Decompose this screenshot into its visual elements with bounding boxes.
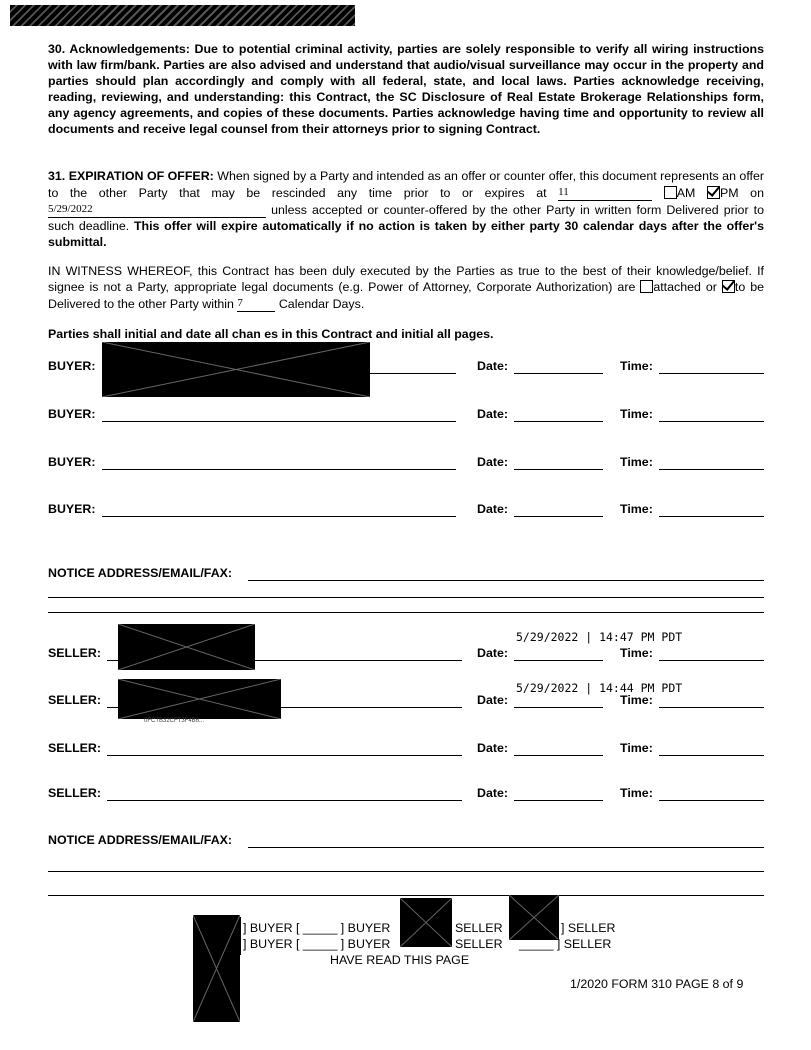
- seller-signature-line[interactable]: [107, 755, 462, 756]
- footer-seller-initials-1: ] SELLER: [561, 921, 616, 935]
- time-line[interactable]: [659, 755, 764, 756]
- seller-docusign-stamp: 5/29/2022 | 14:47 PM PDT: [516, 630, 683, 644]
- section-31-text-b: unless accepted or counter-offered by the other Party in written form Delivered prior to such deadline.: [48, 203, 764, 233]
- footer-read-notice: HAVE READ THIS PAGE: [330, 953, 470, 967]
- seller-label: SELLER:: [48, 693, 102, 707]
- seller-label: SELLER:: [48, 786, 102, 800]
- days-label: Calendar Days.: [278, 297, 365, 311]
- witness-paragraph: [48, 263, 764, 312]
- header-redaction: [10, 5, 355, 26]
- seller-label: SELLER:: [48, 741, 102, 755]
- time-label: Time:: [620, 693, 653, 707]
- form-page-number: 1/2020 FORM 310 PAGE 8 of 9: [570, 977, 744, 991]
- section-31-text-bold: This offer will expire automatically if no action is taken by either party 30 calendar days after the offer's submittal.: [48, 219, 764, 249]
- buyer-signature-line[interactable]: [102, 421, 456, 422]
- footer-seller-label-1: SELLER: [455, 921, 503, 935]
- seller-label: SELLER:: [48, 646, 102, 660]
- attached-checkbox[interactable]: [640, 280, 653, 293]
- date-label: Date:: [477, 359, 508, 373]
- initials-redaction-3: [509, 895, 559, 940]
- date-line[interactable]: [514, 707, 603, 708]
- footer-seller-initials-2: _____ ] SELLER: [519, 937, 612, 951]
- seller-notice-label: NOTICE ADDRESS/EMAIL/FAX:: [48, 833, 233, 847]
- attached-label: attached or: [653, 280, 717, 294]
- section-31-expiration: [48, 168, 764, 250]
- seller-envelope-id: 0FCTB32CFT3F4B6...: [144, 718, 205, 724]
- date-line[interactable]: [514, 516, 603, 517]
- initial-note: Parties shall initial and date all chan es in this Contract and initial all pages.: [48, 327, 494, 341]
- footer-seller-label-2: SELLER: [455, 937, 503, 951]
- time-label: Time:: [620, 646, 653, 660]
- seller-signature-redaction: [118, 624, 255, 670]
- buyer-notice-label: NOTICE ADDRESS/EMAIL/FAX:: [48, 566, 233, 580]
- section-30-acknowledgements: 30. Acknowledgements: Due to potential criminal activity, parties are solely responsible to verify all wiring instructions with law firm/bank. Parties are also advised and understand that audio/visual surveillance may occur in the property and parties should plan accordingly and comply with all federal, state, and local laws. Parties acknowledge receiving, reading, reviewing, and understanding: this Contract, the SC Disclosure of Real Estate Brokerage Relationships form, any agency agreements, and copies of these documents. Parties acknowledge having time and opportunity to review all documents and receive legal counsel from their attorneys prior to signing Contract.: [48, 42, 764, 136]
- time-line[interactable]: [659, 469, 764, 470]
- buyer-notice-line-2[interactable]: [48, 597, 764, 598]
- section-31-heading: 31. EXPIRATION OF OFFER:: [48, 169, 214, 183]
- buyer-label: BUYER:: [48, 407, 96, 421]
- date-line[interactable]: [514, 373, 603, 374]
- buyer-notice-line-3[interactable]: [48, 612, 764, 613]
- date-label: Date:: [477, 693, 508, 707]
- time-line[interactable]: [659, 800, 764, 801]
- time-label: Time:: [620, 786, 653, 800]
- time-label: Time:: [620, 455, 653, 469]
- date-line[interactable]: [514, 421, 603, 422]
- initials-redaction-2: [400, 898, 452, 947]
- date-label: Date:: [477, 646, 508, 660]
- buyer-notice-line-1[interactable]: [248, 580, 764, 581]
- date-line[interactable]: [514, 755, 603, 756]
- time-line[interactable]: [659, 421, 764, 422]
- buyer-label: BUYER:: [48, 359, 96, 373]
- pm-checkbox[interactable]: [707, 186, 720, 199]
- footer-buyer-initials-2: ] BUYER [ _____ ] BUYER: [243, 937, 391, 951]
- delivered-checkbox[interactable]: [722, 280, 735, 293]
- seller-notice-line-1[interactable]: [248, 847, 764, 848]
- date-label: Date:: [477, 741, 508, 755]
- footer-buyer-initials-1: ] BUYER [ _____ ] BUYER: [243, 921, 391, 935]
- am-checkbox[interactable]: [664, 186, 677, 199]
- pm-label: PM: [719, 186, 739, 200]
- buyer-label: BUYER:: [48, 502, 96, 516]
- date-line[interactable]: [514, 660, 603, 661]
- buyer-signature-line[interactable]: [102, 469, 456, 470]
- time-label: Time:: [620, 741, 653, 755]
- time-line[interactable]: [659, 373, 764, 374]
- date-label: Date:: [477, 455, 508, 469]
- seller-notice-line-3[interactable]: [48, 895, 764, 896]
- on-label: on: [750, 186, 764, 200]
- date-line[interactable]: [514, 469, 603, 470]
- seller-docusign-stamp: 5/29/2022 | 14:44 PM PDT: [516, 681, 683, 695]
- time-label: Time:: [620, 359, 653, 373]
- am-label: AM: [676, 186, 696, 200]
- seller-signature-redaction: [118, 679, 281, 719]
- buyer-signature-line[interactable]: [102, 516, 456, 517]
- initials-redaction-1: [193, 915, 240, 1022]
- section-31-text-a: When signed by a Party and intended as an offer or counter offer, this document represents an offer to the other Party that may be rescinded any time prior to or expires at: [48, 169, 764, 200]
- date-label: Date:: [477, 502, 508, 516]
- time-label: Time:: [620, 407, 653, 421]
- date-label: Date:: [477, 786, 508, 800]
- date-line[interactable]: [514, 800, 603, 801]
- buyer-label: BUYER:: [48, 455, 96, 469]
- delivered-label: to be Delivered to the other Party within: [48, 280, 764, 311]
- time-line[interactable]: [659, 516, 764, 517]
- witness-text-a: IN WITNESS WHEREOF, this Contract has been duly executed by the Parties as true to the best of their knowledge/belief. If signee is not a Party, appropriate legal documents (e.g. Power of Attorney, Corporate Authorization) are: [48, 264, 764, 294]
- expiration-date-field[interactable]: 5/29/2022: [48, 201, 266, 218]
- seller-signature-line[interactable]: [107, 800, 462, 801]
- seller-notice-line-2[interactable]: [48, 871, 764, 872]
- days-field[interactable]: 7: [237, 295, 275, 312]
- date-label: Date:: [477, 407, 508, 421]
- buyer-signature-redaction: [102, 342, 370, 397]
- time-line[interactable]: [659, 707, 764, 708]
- time-line[interactable]: [659, 660, 764, 661]
- expiration-time-field[interactable]: 11: [558, 184, 652, 201]
- time-label: Time:: [620, 502, 653, 516]
